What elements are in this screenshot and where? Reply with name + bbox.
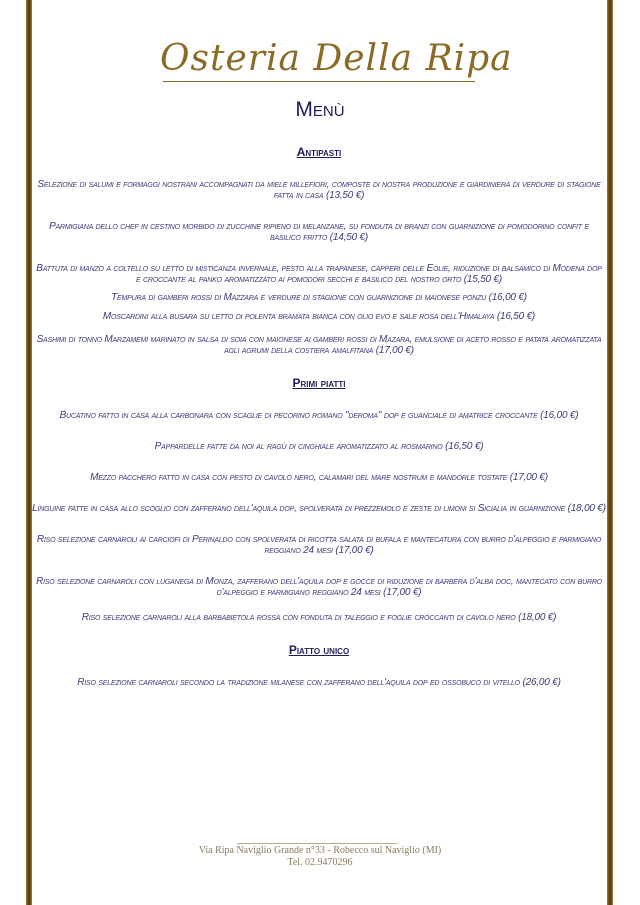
- menu-item: Sashimi di tonno Marzamemi marinato in salsa di soia con maionese ai gamberi rossi di Mazara, emulsione di aceto rosso e patata aromatizzata agli agrumi della costiera amalfitana (17,00 €): [36, 334, 602, 356]
- menu-item: Linguine fatte in casa allo scoglio con zafferano dell'aquila dop, spolverata di prezzemolo e zeste di limoni si Sicialia in guarnizione (18,00 €): [32, 503, 606, 514]
- menu-item: Riso selezione carnaroli secondo la tradizione milanese con zafferano dell'aquila dop ed ossobuco di vitello (26,00 €): [77, 677, 561, 688]
- menu-item: Riso selezione carnaroli alla barbabietola rossa con fonduta di taleggio e foglie croccanti di cavolo nero (18,00 €): [81, 612, 557, 623]
- menu-item: Selezione di salumi e formaggi nostrani accompagnati da miele millefiori, composte di nostra produzione e giardiniera di verdure di stagione fatta in casa (13,50 €): [37, 179, 601, 201]
- menu-item: Tempura di gamberi rossi di Mazzara e verdure di stagione con guarnizione di maionese ponzu (16,00 €): [111, 292, 527, 303]
- page-title: Menù: [295, 98, 345, 121]
- menu-item: Bucatino fatto in casa alla carbonara con scaglie di pecorino romano "deroma" dop e guanciale di amatrice croccante (16,00 €): [59, 410, 579, 421]
- menu-item: Riso selezione carnaroli con luganega di Monza, zafferano dell'aquila dop e gocce di riduzione di barbera d'alba doc, mantecato con burro d'alpeggio e parmigiano reggiano 24 mesi (17,00 €): [36, 576, 602, 598]
- menu-content: [30, 145, 608, 688]
- section-heading-primi-piatti: Primi piatti: [292, 376, 346, 390]
- footer-phone: Tel. 02.9470296: [287, 857, 353, 868]
- menu-item: Mezzo pacchero fatto in casa con pesto di cavolo nero, calamari del mare nostrum e mandorle tostate (17,00 €): [90, 472, 548, 483]
- footer-address: Via Ripa Naviglio Grande n°33 - Robecco sul Naviglio (MI): [198, 845, 442, 856]
- section-heading-antipasti: Antipasti: [296, 145, 342, 159]
- menu-item: Riso selezione carnaroli ai carciofi di Perinaldo con spolverata di ricotta salata di bufala e mantecatura con burro d'alpeggio e parmigiano reggiano 24 mesi (17,00 €): [36, 534, 602, 556]
- section-heading-piatto-unico: Piatto unico: [288, 643, 350, 657]
- footer-divider: [237, 843, 397, 844]
- menu-item: Battuta di manzo a coltello su letto di misticanza invernale, pesto alla trapanese, capperi delle Eolie, riduzione di balsamico di Modena dop e croccante al panko aromatizzato ai pomodori secchi e basilico del nostro orto (15,50 €): [36, 263, 602, 285]
- menu-item: Parmigiana dello chef in cestino morbido di zucchine ripieno di melanzane, su fonduta di branzi con guarnizione di pomodorino confit e basilico fritto (14,50 €): [49, 221, 589, 243]
- restaurant-logo: Osteria Della Ripa: [160, 38, 513, 79]
- menu-item: Moscardini alla busara su letto di polenta bramata bianca con olio evo e sale rosa dell'Himalaya (16,50 €): [102, 311, 536, 322]
- logo-underline: [163, 81, 475, 82]
- menu-item: Pappardelle fatte da noi al ragù di cinghiale aromatizzato al rosmarino (16,50 €): [154, 441, 484, 452]
